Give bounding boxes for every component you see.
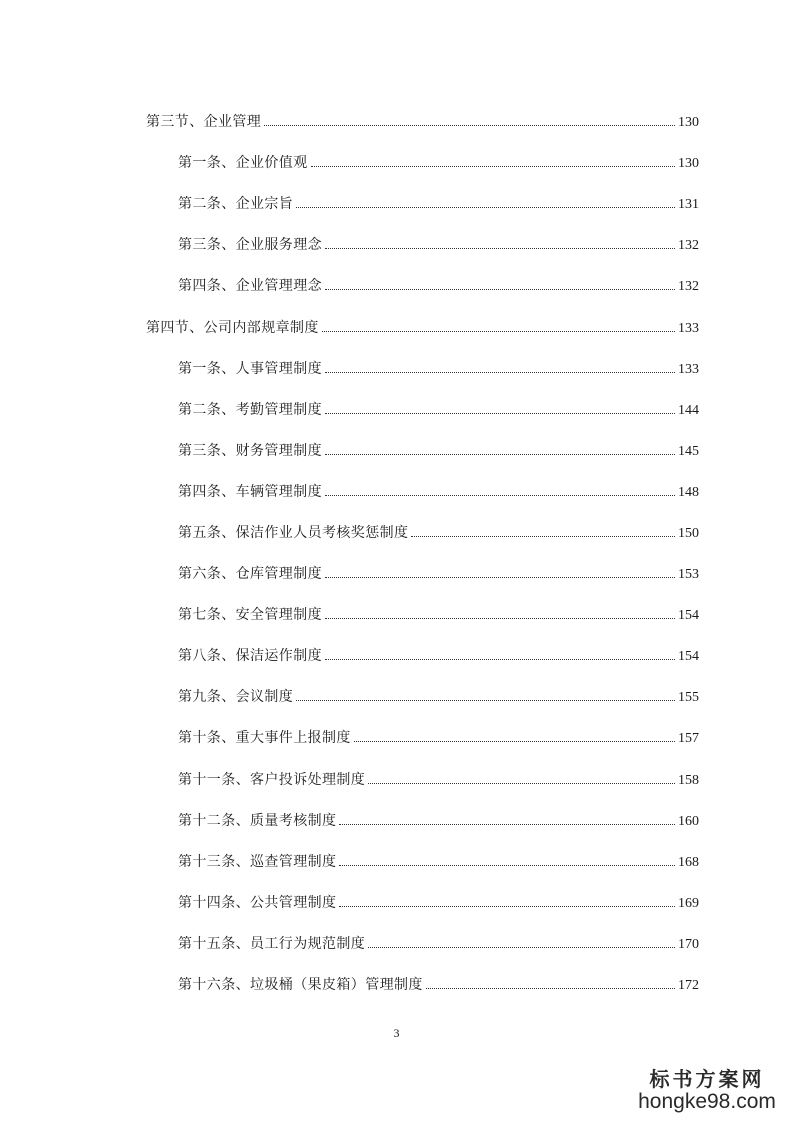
toc-dot-leader (264, 124, 675, 126)
toc-entry-page: 133 (678, 361, 699, 377)
toc-entry-title: 第十二条、质量考核制度 (178, 812, 337, 829)
toc-entry-line (178, 154, 699, 173)
toc-entry-page: 132 (678, 238, 699, 254)
toc-entry[interactable] (0, 718, 793, 759)
toc-entry[interactable] (0, 102, 793, 143)
toc-entry[interactable] (0, 842, 793, 883)
toc-entry[interactable] (0, 965, 793, 1006)
toc-entry-line (178, 565, 699, 584)
toc-entry[interactable] (0, 636, 793, 677)
toc-dot-leader (325, 617, 675, 619)
toc-entry[interactable] (0, 801, 793, 842)
toc-entry-line (178, 853, 699, 872)
toc-entry-line (178, 401, 699, 420)
toc-entry-page: 148 (678, 484, 699, 500)
toc-entry[interactable] (0, 307, 793, 348)
toc-entry-title: 第一条、企业价值观 (178, 155, 308, 172)
toc-entry-title: 第十条、重大事件上报制度 (178, 730, 351, 747)
table-of-contents (0, 102, 793, 1006)
toc-entry[interactable] (0, 760, 793, 801)
toc-entry-title: 第五条、保洁作业人员考核奖惩制度 (178, 524, 409, 541)
toc-entry-title: 第二条、考勤管理制度 (178, 401, 322, 418)
toc-entry[interactable] (0, 266, 793, 307)
toc-entry[interactable] (0, 143, 793, 184)
toc-entry-page: 145 (678, 443, 699, 459)
toc-entry-line (178, 606, 699, 625)
toc-entry-line (178, 195, 699, 214)
toc-entry[interactable] (0, 390, 793, 431)
toc-entry[interactable] (0, 883, 793, 924)
toc-dot-leader (325, 494, 675, 496)
toc-entry-page: 153 (678, 567, 699, 583)
toc-entry[interactable] (0, 431, 793, 472)
toc-entry[interactable] (0, 349, 793, 390)
toc-entry-line (178, 647, 699, 666)
toc-entry-title: 第三节、企业管理 (146, 114, 262, 131)
toc-entry-title: 第三条、企业服务理念 (178, 237, 322, 254)
toc-dot-leader (411, 535, 675, 537)
toc-dot-leader (296, 206, 675, 208)
toc-entry-line (178, 236, 699, 255)
toc-entry-line (146, 319, 699, 338)
toc-entry-title: 第一条、人事管理制度 (178, 360, 322, 377)
toc-entry-title: 第六条、仓库管理制度 (178, 566, 322, 583)
toc-entry-page: 131 (678, 197, 699, 213)
toc-entry-page: 158 (678, 772, 699, 788)
toc-dot-leader (426, 987, 675, 989)
toc-entry-title: 第十三条、巡查管理制度 (178, 853, 337, 870)
toc-entry-title: 第十五条、员工行为规范制度 (178, 935, 366, 952)
toc-entry[interactable] (0, 924, 793, 965)
toc-entry-line (178, 812, 699, 831)
toc-entry-line (146, 113, 699, 132)
toc-entry[interactable] (0, 225, 793, 266)
toc-entry-line (178, 524, 699, 543)
toc-entry-title: 第七条、安全管理制度 (178, 607, 322, 624)
toc-entry-line (178, 277, 699, 296)
toc-entry-title: 第三条、财务管理制度 (178, 442, 322, 459)
toc-entry-page: 132 (678, 279, 699, 295)
toc-dot-leader (339, 864, 675, 866)
watermark-logo (637, 1068, 777, 1114)
toc-entry-page: 170 (678, 936, 699, 952)
toc-entry-page: 130 (678, 115, 699, 131)
toc-entry-line (178, 976, 699, 995)
toc-entry-page: 130 (678, 156, 699, 172)
toc-entry[interactable] (0, 595, 793, 636)
toc-dot-leader (368, 946, 675, 948)
toc-entry-line (178, 894, 699, 913)
toc-dot-leader (339, 905, 675, 907)
toc-dot-leader (368, 782, 675, 784)
toc-dot-leader (322, 330, 675, 332)
toc-entry-line (178, 729, 699, 748)
watermark-cn-text: 标书方案网 (649, 1067, 765, 1091)
toc-entry-title: 第二条、企业宗旨 (178, 196, 294, 213)
toc-entry-page: 150 (678, 525, 699, 541)
toc-dot-leader (296, 699, 675, 701)
toc-entry-title: 第十四条、公共管理制度 (178, 894, 337, 911)
toc-entry-title: 第四条、企业管理理念 (178, 278, 322, 295)
toc-entry-page: 154 (678, 608, 699, 624)
toc-entry-title: 第四节、公司内部规章制度 (146, 319, 319, 336)
toc-entry-title: 第十六条、垃圾桶（果皮箱）管理制度 (178, 977, 423, 994)
toc-dot-leader (325, 288, 675, 290)
toc-entry-page: 144 (678, 402, 699, 418)
toc-dot-leader (325, 371, 675, 373)
toc-entry-line (178, 935, 699, 954)
toc-entry-line (178, 360, 699, 379)
toc-entry-page: 168 (678, 854, 699, 870)
toc-entry-line (178, 771, 699, 790)
toc-entry[interactable] (0, 554, 793, 595)
toc-entry-page: 160 (678, 813, 699, 829)
toc-entry[interactable] (0, 184, 793, 225)
toc-dot-leader (325, 658, 675, 660)
page-number: 3 (393, 1026, 400, 1040)
toc-entry-page: 133 (678, 320, 699, 336)
toc-entry-page: 157 (678, 731, 699, 747)
toc-entry[interactable] (0, 513, 793, 554)
toc-entry-page: 154 (678, 649, 699, 665)
toc-entry-line (178, 442, 699, 461)
toc-dot-leader (325, 576, 675, 578)
watermark-en-text: hongke98.com (638, 1090, 776, 1113)
toc-entry-line (178, 688, 699, 707)
toc-dot-leader (339, 823, 675, 825)
toc-entry-page: 155 (678, 690, 699, 706)
toc-dot-leader (311, 165, 675, 167)
toc-entry-title: 第四条、车辆管理制度 (178, 483, 322, 500)
toc-entry-page: 169 (678, 895, 699, 911)
toc-dot-leader (325, 247, 675, 249)
toc-entry[interactable] (0, 472, 793, 513)
toc-dot-leader (354, 740, 675, 742)
toc-entry-title: 第八条、保洁运作制度 (178, 648, 322, 665)
toc-dot-leader (325, 412, 675, 414)
toc-entry-line (178, 483, 699, 502)
toc-entry-title: 第十一条、客户投诉处理制度 (178, 771, 366, 788)
toc-entry-page: 172 (678, 978, 699, 994)
toc-entry-title: 第九条、会议制度 (178, 689, 294, 706)
toc-entry[interactable] (0, 677, 793, 718)
toc-dot-leader (325, 453, 675, 455)
